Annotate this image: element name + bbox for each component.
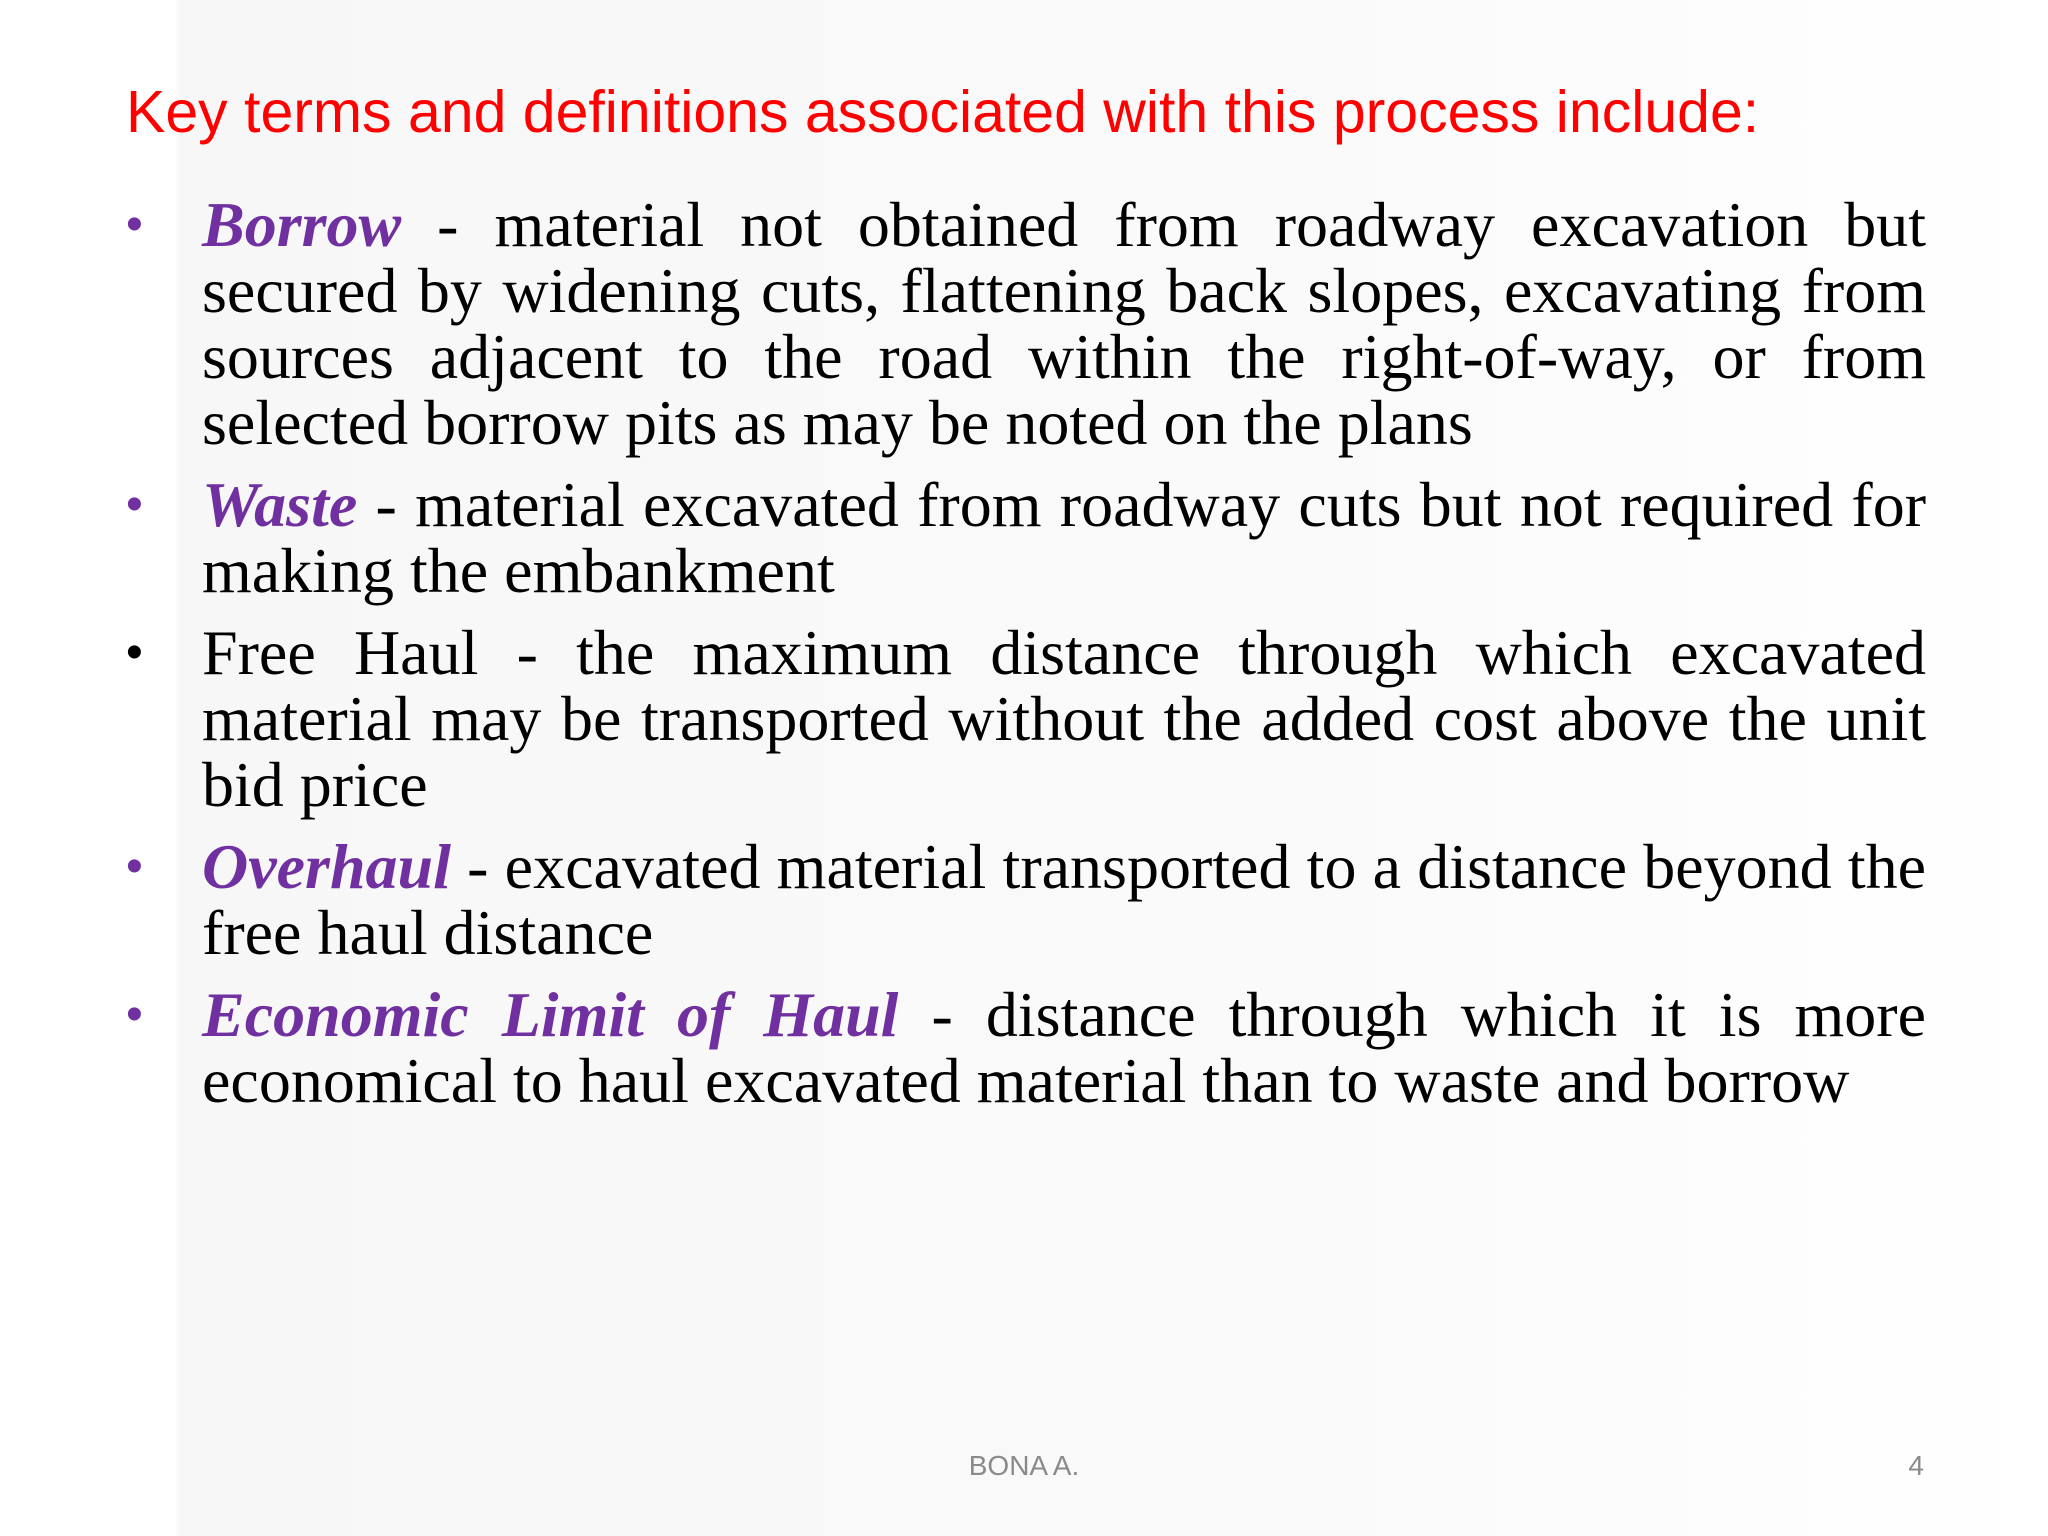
slide-title: Key terms and definitions associated with this process include: <box>126 79 1760 145</box>
term-item-free-haul <box>126 617 1927 820</box>
bullet-icon: • <box>126 988 143 1041</box>
term-separator: - <box>898 979 986 1050</box>
term-separator: - <box>478 617 577 688</box>
term-item-economic-limit-of-haul <box>126 979 1927 1116</box>
term-item-borrow <box>126 189 1927 458</box>
terms-list <box>126 189 1927 1130</box>
term-definition: material not obtained from roadway excavation but secured by widening cuts, flattening back slopes, excavating from sources adjacent to the road within the right-of-way, or from selected borrow pits as may be noted on the plans <box>202 189 1927 458</box>
bullet-icon: • <box>126 840 143 893</box>
term-item-waste <box>126 469 1927 606</box>
term-name: Borrow <box>202 189 402 260</box>
bullet-icon: • <box>126 626 143 679</box>
term-item-overhaul <box>126 831 1927 968</box>
term-definition: distance through which it is more economical to haul excavated material than to waste and borrow <box>202 979 1927 1116</box>
slide-number: 4 <box>1908 1450 1924 1481</box>
term-name: Waste <box>202 469 358 540</box>
term-separator: - <box>450 831 505 902</box>
term-separator: - <box>401 189 495 260</box>
footer-author: BONA A. <box>968 1450 1080 1481</box>
term-name: Economic Limit of Haul <box>202 979 899 1050</box>
term-name: Free Haul <box>202 617 479 688</box>
term-name: Overhaul <box>202 831 451 902</box>
bullet-icon: • <box>126 198 143 251</box>
term-definition: the maximum distance through which excavated material may be transported without the added cost above the unit bid price <box>202 617 1927 820</box>
term-definition: material excavated from roadway cuts but not required for making the embankment <box>202 469 1927 606</box>
term-definition: excavated material transported to a distance beyond the free haul distance <box>202 831 1927 968</box>
term-separator: - <box>357 469 416 540</box>
bullet-icon: • <box>126 478 143 531</box>
